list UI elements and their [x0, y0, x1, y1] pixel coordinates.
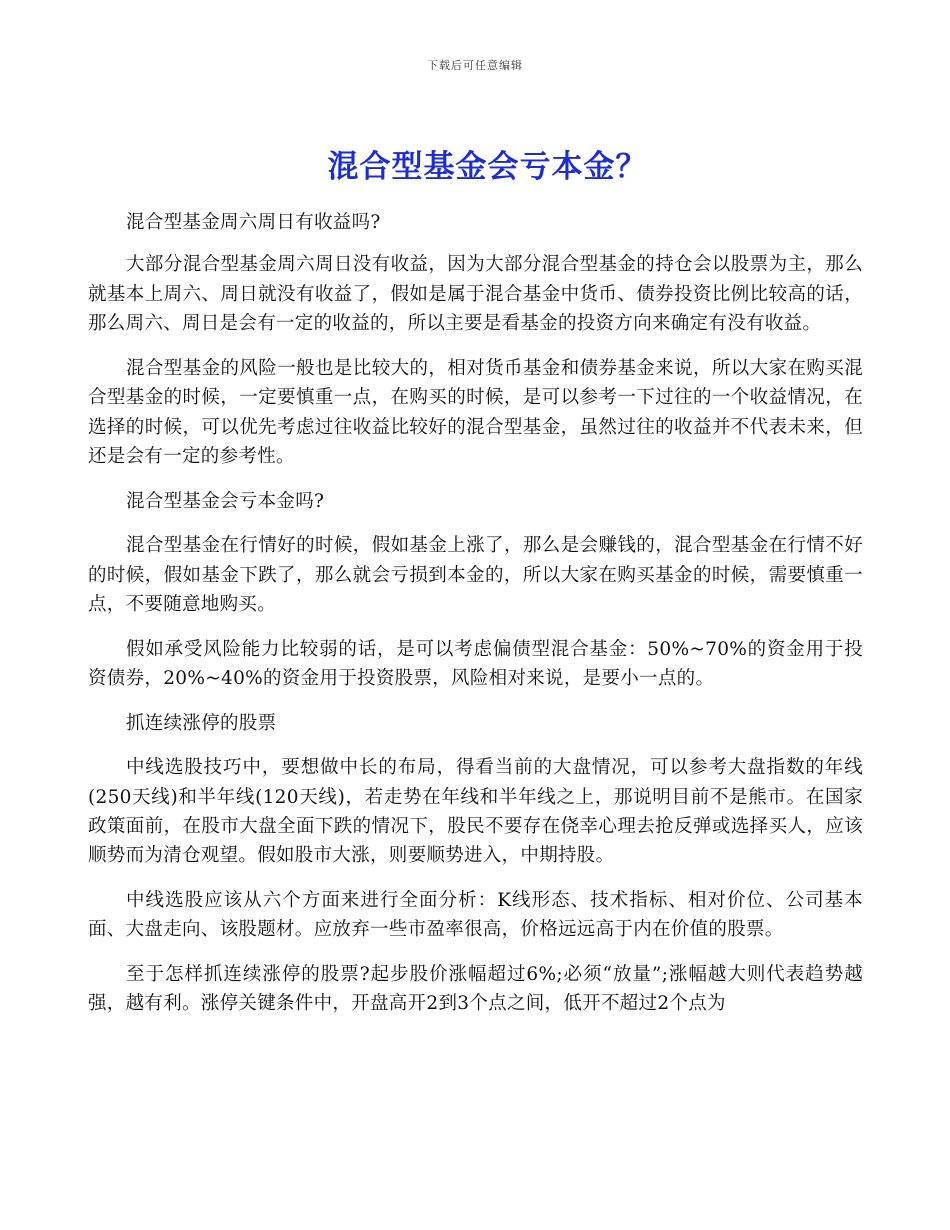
document-body — [88, 208, 863, 1034]
paragraph: 混合型基金的风险一般也是比较大的，相对货币基金和债券基金来说，所以大家在购买混合型基金的时候，一定要慎重一点，在购买的时候，是可以参考一下过往的一个收益情况，在选择的时候，可以优先考虑过往收益比较好的混合型基金，虽然过往的收益并不代表未来，但还是会有一定的参考性。 — [88, 357, 863, 468]
paragraph: 大部分混合型基金周六周日没有收益，因为大部分混合型基金的持仓会以股票为主，那么就基本上周六、周日就没有收益了，假如是属于混合基金中货币、债券投资比例比较高的话，那么周六、周日是会有一定的收益的，所以主要是看基金的投资方向来确定有没有收益。 — [88, 254, 863, 335]
paragraph: 抓连续涨停的股票 — [126, 712, 277, 734]
header-note: 下载后可任意编辑 — [427, 59, 523, 72]
paragraph: 至于怎样抓连续涨停的股票?起步股价涨幅超过6%;必须“放量”;涨幅越大则代表趋势越强，越有利。涨停关键条件中，开盘高开2到3个点之间，低开不超过2个点为 — [88, 964, 863, 1015]
paragraph: 混合型基金周六周日有收益吗? — [126, 212, 381, 233]
paragraph: 中线选股技巧中，要想做中长的布局，得看当前的大盘情况，可以参考大盘指数的年线(250天线)和半年线(120天线)，若走势在年线和半年线之上，那说明目前不是熊市。在国家政策面前，在股市大盘全面下跌的情况下，股民不要存在侥幸心理去抢反弹或选择买人，应该顺势而为清仓观望。假如股市大涨，则要顺势进入，中期持股。 — [88, 757, 863, 867]
paragraph: 混合型基金会亏本金吗? — [126, 490, 325, 512]
paragraph: 混合型基金在行情好的时候，假如基金上涨了，那么是会赚钱的，混合型基金在行情不好的时候，假如基金下跌了，那么就会亏损到本金的，所以大家在购买基金的时候，需要慎重一点，不要随意地购买。 — [88, 535, 863, 616]
paragraph: 中线选股应该从六个方面来进行全面分析：K线形态、技术指标、相对价位、公司基本面、大盘走向、该股题材。应放弃一些市盈率很高，价格远远高于内在价值的股票。 — [88, 890, 863, 941]
document-title: 混合型基金会亏本金？ — [327, 149, 648, 185]
paragraph: 假如承受风险能力比较弱的话，是可以考虑偏债型混合基金：50%~70%的资金用于投资债券，20%~40%的资金用于投资股票，风险相对来说，是要小一点的。 — [88, 638, 863, 690]
